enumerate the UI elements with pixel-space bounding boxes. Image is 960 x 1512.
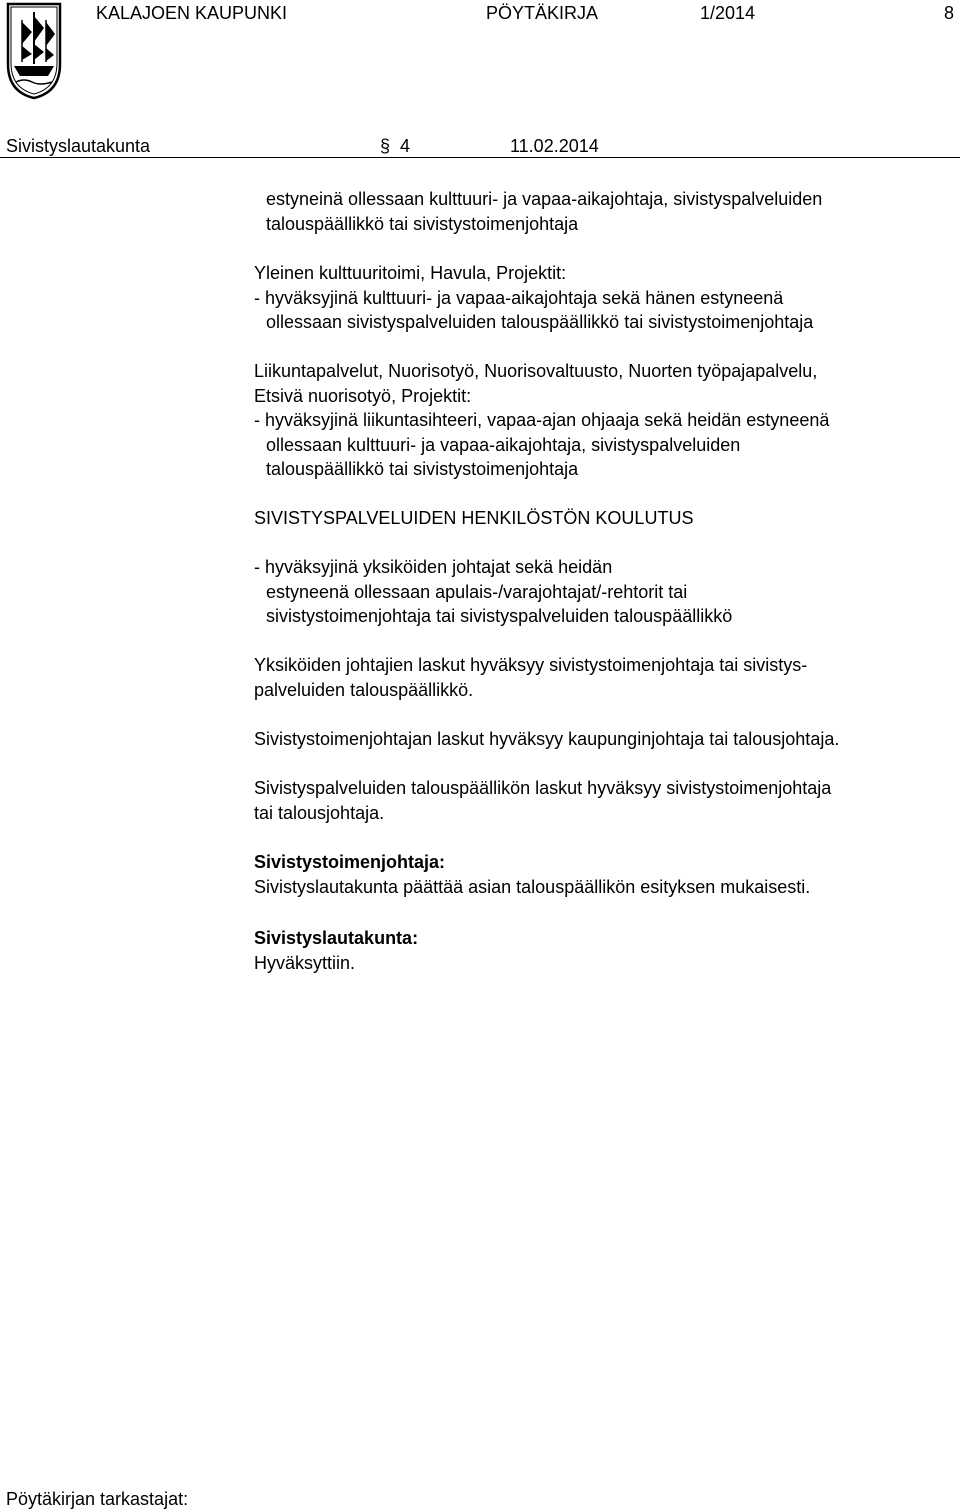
document-type: PÖYTÄKIRJA bbox=[486, 3, 599, 23]
text-line: - hyväksyjinä yksiköiden johtajat sekä heidän bbox=[254, 557, 613, 577]
paragraph-kulttuuritoimi bbox=[254, 261, 954, 335]
paragraph-koulutus bbox=[254, 555, 954, 629]
text-line: ollessaan sivistyspalveluiden talouspäällikkö tai sivistystoimenjohtaja bbox=[266, 312, 814, 332]
text-line: Yksiköiden johtajien laskut hyväksyy sivistystoimenjohtaja tai sivistys- bbox=[254, 655, 808, 675]
paragraph-talouspaallikko bbox=[254, 776, 954, 825]
paragraph-title: Yleinen kulttuuritoimi, Havula, Projektit: bbox=[254, 263, 567, 283]
paragraph-yksikoiden-johtajat bbox=[254, 653, 954, 702]
text-line: tai talousjohtaja. bbox=[254, 802, 385, 823]
proposal-text: Sivistyslautakunta päättää asian talouspäällikön esityksen mukaisesti. bbox=[254, 876, 811, 897]
text-line: Sivistyspalveluiden talouspäällikön laskut hyväksyy sivistystoimenjohtaja bbox=[254, 778, 832, 798]
text-line: sivistystoimenjohtaja tai sivistyspalveluiden talouspäällikkö bbox=[266, 606, 733, 626]
header-divider bbox=[0, 157, 960, 158]
proposal-block bbox=[254, 850, 954, 899]
organization-name: KALAJOEN KAUPUNKI bbox=[96, 3, 288, 23]
section-number: 4 bbox=[400, 136, 411, 156]
text-line: ollessaan kulttuuri- ja vapaa-aikajohtaja, sivistyspalveluiden bbox=[266, 434, 741, 455]
text-line: - hyväksyjinä liikuntasihteeri, vapaa-ajan ohjaaja sekä heidän estyneenä bbox=[254, 410, 830, 430]
paragraph-title: Etsivä nuorisotyö, Projektit: bbox=[254, 385, 472, 406]
text-line: talouspäällikkö tai sivistystoimenjohtaja bbox=[266, 459, 579, 479]
paragraph-title: Liikuntapalvelut, Nuorisotyö, Nuorisovaltuusto, Nuorten työpajapalvelu, bbox=[254, 361, 818, 381]
decision-block bbox=[254, 926, 954, 975]
section-heading: SIVISTYSPALVELUIDEN HENKILÖSTÖN KOULUTUS bbox=[254, 508, 694, 528]
text-line: estyneinä ollessaan kulttuuri- ja vapaa-aikajohtaja, sivistyspalveluiden bbox=[266, 189, 823, 209]
document-number: 1/2014 bbox=[700, 3, 756, 23]
decision-text: Hyväksyttiin. bbox=[254, 952, 356, 973]
paragraph-liikuntapalvelut bbox=[254, 359, 954, 482]
text-line: palveluiden talouspäällikkö. bbox=[254, 679, 474, 700]
section-sign: § bbox=[380, 136, 391, 156]
meeting-date: 11.02.2014 bbox=[510, 136, 599, 156]
paragraph-sivistystoimenjohtaja: Sivistystoimenjohtajan laskut hyväksyy kaupunginjohtaja tai talousjohtaja. bbox=[254, 729, 840, 749]
text-line: estyneenä ollessaan apulais-/varajohtajat/-rehtorit tai bbox=[266, 581, 688, 602]
text-line: talouspäällikkö tai sivistystoimenjohtaja bbox=[266, 213, 579, 234]
decision-label: Sivistyslautakunta: bbox=[254, 928, 419, 948]
body-name: Sivistyslautakunta bbox=[6, 136, 151, 156]
text-line: - hyväksyjinä kulttuuri- ja vapaa-aikajohtaja sekä hänen estyneenä bbox=[254, 287, 784, 308]
reviewers-label: Pöytäkirjan tarkastajat: bbox=[6, 1489, 189, 1509]
page-number: 8 bbox=[944, 3, 955, 23]
proposal-label: Sivistystoimenjohtaja: bbox=[254, 852, 446, 872]
coat-of-arms-ship-icon bbox=[6, 2, 62, 100]
paragraph-continuation bbox=[254, 187, 954, 236]
